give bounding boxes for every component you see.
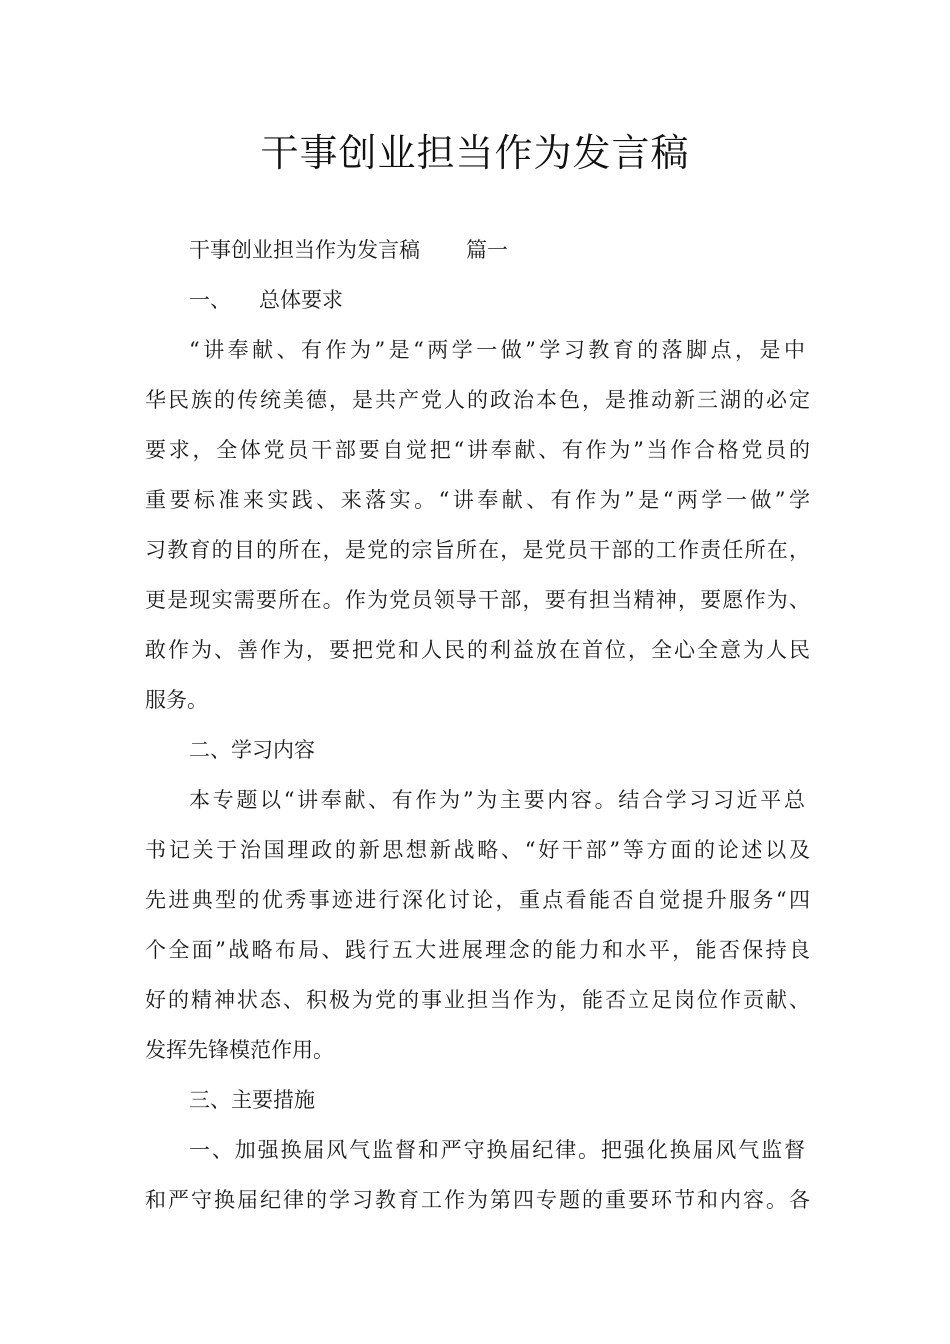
para2-line: 好的精神状态、积极为党的事业担当作为，能否立足岗位作贡献、 [145,988,810,1012]
para3-line: 和严守换届纪律的学习教育工作为第四专题的重要环节和内容。各 [145,1188,810,1212]
para1-line: 华民族的传统美德，是共产党人的政治本色，是推动新三湖的必定 [145,388,810,412]
para1-line: “讲奉献、有作为”是“两学一做”学习教育的落脚点，是中 [189,338,805,362]
section-1-number: 一、 [189,288,231,312]
para1-line: 重要标准来实践、来落实。“讲奉献、有作为”是“两学一做”学 [145,488,810,512]
para1-line: 更是现实需要所在。作为党员领导干部，要有担当精神，要愿作为、 [145,588,810,612]
para1-line: 要求，全体党员干部要自觉把“讲奉献、有作为”当作合格党员的 [145,438,810,462]
subtitle-main: 干事创业担当作为发言稿 [189,238,420,262]
para2-line: 书记关于治国理政的新思想新战略、“好干部”等方面的论述以及 [145,838,810,862]
section-heading-2: 二、学习内容 [189,738,315,762]
section-1-text: 总体要求 [259,288,343,312]
para2-line: 先进典型的优秀事迹进行深化讨论，重点看能否自觉提升服务“四 [145,888,810,912]
para2-line: 本专题以“讲奉献、有作为”为主要内容。结合学习习近平总 [189,788,805,812]
document-subtitle [189,234,854,266]
document-title: 干事创业担当作为发言稿 [260,131,690,175]
subtitle-part: 篇一 [466,238,508,262]
section-heading-3: 三、主要措施 [189,1088,315,1112]
para1-line: 敢作为、善作为，要把党和人民的利益放在首位，全心全意为人民 [145,638,810,662]
para2-line: 发挥先锋模范作用。 [145,1038,334,1062]
para2-line: 个全面”战略布局、践行五大进展理念的能力和水平，能否保持良 [145,938,810,962]
section-heading-1 [189,284,854,316]
para1-line: 习教育的目的所在，是党的宗旨所在，是党员干部的工作责任所在， [145,538,810,562]
para3-line: 一、加强换届风气监督和严守换届纪律。把强化换届风气监督 [189,1138,805,1162]
para1-line: 服务。 [145,688,208,712]
